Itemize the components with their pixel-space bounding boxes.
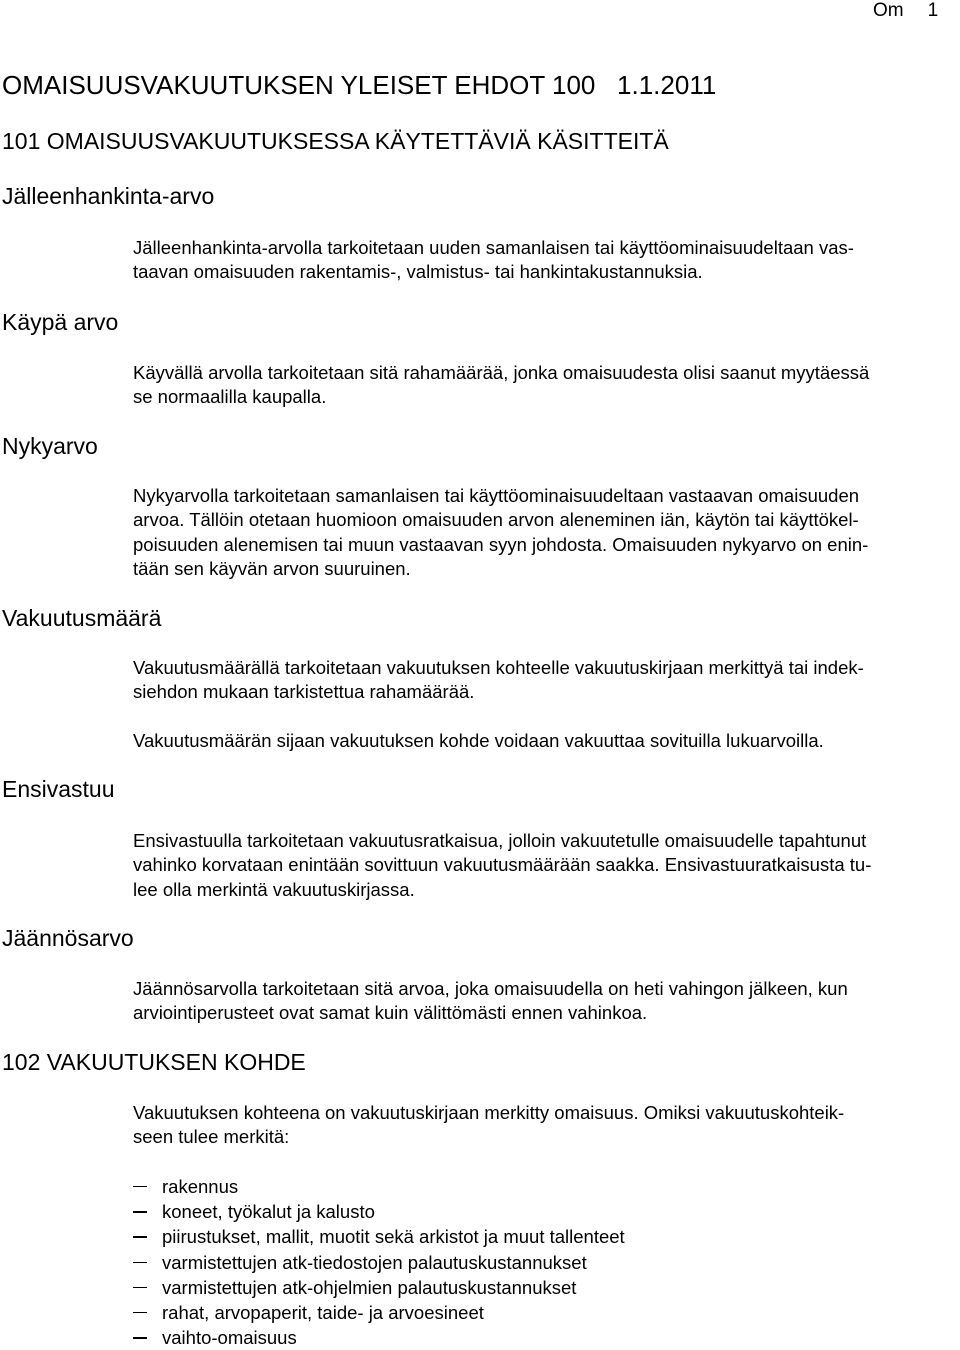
text-line: poisuuden alenemisen tai muun vastaavan syyn johdosta. Omaisuuden nykyarvo on enin- bbox=[133, 533, 869, 555]
list-item: rahat, arvopaperit, taide- ja arvoesineet bbox=[133, 1300, 625, 1325]
list-item: varmistettujen atk-ohjelmien palautuskustannukset bbox=[133, 1275, 625, 1300]
page-number: 1 bbox=[927, 0, 939, 21]
section-102-heading: 102 VAKUUTUKSEN KOHDE bbox=[2, 1049, 306, 1075]
term-jaannosarvo: Jäännösarvo bbox=[2, 925, 134, 951]
definition-vakuutusmaara bbox=[133, 656, 864, 705]
definition-jalleenhankinta-arvo bbox=[133, 236, 854, 285]
text-line: vahinko korvataan enintään sovittuun vakuutusmäärään saakka. Ensivastuuratkaisusta tu- bbox=[133, 854, 872, 876]
text-line: Vakuutusmäärän sijaan vakuutuksen kohde voidaan vakuuttaa sovituilla lukuarvoilla. bbox=[133, 730, 824, 751]
text-line: Vakuutuksen kohteena on vakuutuskirjaan merkitty omaisuus. Omiksi vakuutuskohteik- bbox=[133, 1102, 845, 1123]
definition-nykyarvo bbox=[133, 484, 868, 581]
definition-vakuutusmaara-note bbox=[133, 729, 824, 753]
term-ensivastuu: Ensivastuu bbox=[2, 776, 115, 802]
document-title: OMAISUUSVAKUUTUKSEN YLEISET EHDOT 100 1.1.2011 bbox=[2, 70, 717, 100]
text-line: arvoa. Tällöin otetaan huomioon omaisuuden arvon aleneminen iän, käytön tai käyttökel- bbox=[133, 509, 859, 531]
text-line: tään sen käyvän arvon suuruinen. bbox=[133, 557, 411, 579]
list-item: piirustukset, mallit, muotit sekä arkistot ja muut tallenteet bbox=[133, 1224, 625, 1249]
definition-ensivastuu bbox=[133, 829, 871, 902]
text-line: Jälleenhankinta-arvolla tarkoitetaan uuden samanlaisen tai käyttöominaisuudeltaan vas- bbox=[133, 237, 854, 258]
term-jalleenhankinta-arvo: Jälleenhankinta-arvo bbox=[2, 183, 215, 209]
header-section-label: Om bbox=[873, 0, 904, 21]
list-item: vaihto-omaisuus bbox=[133, 1325, 625, 1350]
term-nykyarvo: Nykyarvo bbox=[2, 433, 98, 459]
term-vakuutusmaara: Vakuutusmäärä bbox=[2, 605, 162, 631]
definition-kaypa-arvo bbox=[133, 361, 869, 410]
text-line: siehdon mukaan tarkistettua rahamäärää. bbox=[133, 681, 475, 703]
section-101-heading: 101 OMAISUUSVAKUUTUKSESSA KÄYTETTÄVIÄ KÄSITTEITÄ bbox=[2, 128, 669, 154]
list-item: rakennus bbox=[133, 1174, 625, 1199]
text-line: se normaalilla kaupalla. bbox=[133, 386, 327, 408]
text-line: Käyvällä arvolla tarkoitetaan sitä rahamäärää, jonka omaisuudesta olisi saanut myytäessä bbox=[133, 362, 870, 383]
text-line: Ensivastuulla tarkoitetaan vakuutusratkaisua, jolloin vakuutetulle omaisuudelle tapahtunut bbox=[133, 830, 867, 851]
list-item: varmistettujen atk-tiedostojen palautuskustannukset bbox=[133, 1250, 625, 1275]
text-line: Nykyarvolla tarkoitetaan samanlaisen tai käyttöominaisuudeltaan vastaavan omaisuuden bbox=[133, 485, 860, 506]
list-item: koneet, työkalut ja kalusto bbox=[133, 1199, 625, 1224]
section-102-intro bbox=[133, 1101, 844, 1150]
text-line: arviointiperusteet ovat samat kuin välittömästi ennen vahinkoa. bbox=[133, 1002, 648, 1024]
text-line: lee olla merkintä vakuutuskirjassa. bbox=[133, 878, 415, 900]
term-kaypa-arvo: Käypä arvo bbox=[2, 309, 119, 335]
text-line: Vakuutusmäärällä tarkoitetaan vakuutuksen kohteelle vakuutuskirjaan merkittyä tai indek- bbox=[133, 657, 864, 678]
definition-jaannosarvo bbox=[133, 977, 848, 1026]
text-line: Jäännösarvolla tarkoitetaan sitä arvoa, joka omaisuudella on heti vahingon jälkeen, kun bbox=[133, 978, 848, 999]
text-line: seen tulee merkitä: bbox=[133, 1126, 290, 1148]
insured-items-list bbox=[133, 1174, 625, 1350]
text-line: taavan omaisuuden rakentamis-, valmistus- tai hankintakustannuksia. bbox=[133, 261, 703, 283]
page-header bbox=[873, 0, 938, 22]
